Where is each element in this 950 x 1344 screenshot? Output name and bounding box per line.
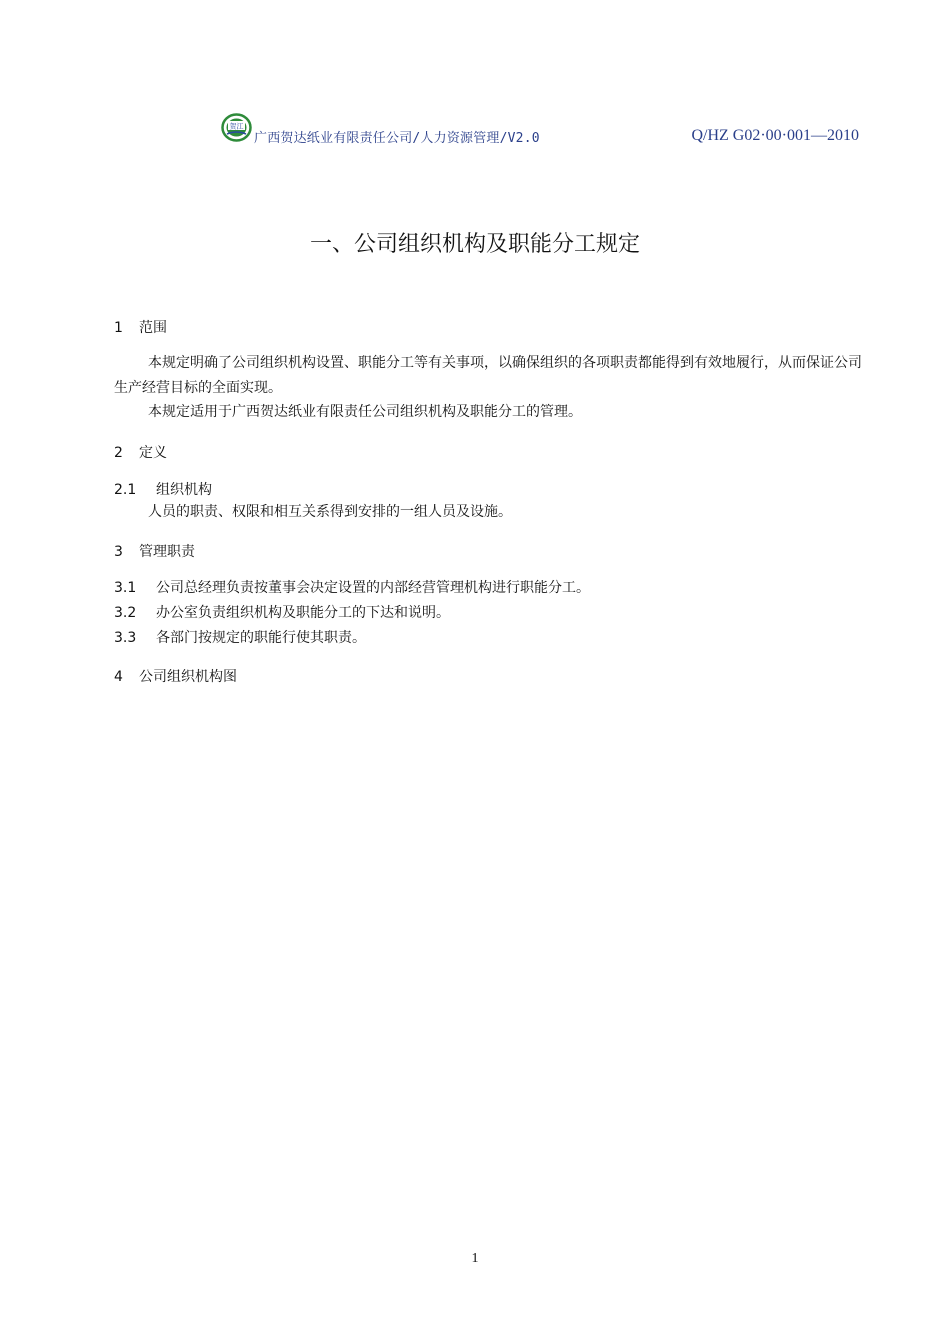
- section-2-1-heading: [114, 479, 212, 499]
- section-title: 组织机构: [156, 482, 212, 498]
- section-3-item: [114, 602, 450, 622]
- header-doc-code: Q/HZ G02·00·001—2010: [691, 127, 859, 144]
- section-1-heading: [114, 317, 167, 337]
- section-number: 4: [114, 669, 123, 685]
- section-1-paragraph-2: 本规定适用于广西贺达纸业有限责任公司组织机构及职能分工的管理。: [148, 404, 582, 420]
- section-3-item: [114, 577, 590, 597]
- section-2-1-paragraph: 人员的职责、权限和相互关系得到安排的一组人员及设施。: [148, 504, 512, 520]
- section-3-heading: [114, 541, 195, 561]
- item-text: 办公室负责组织机构及职能分工的下达和说明。: [156, 605, 450, 621]
- section-1-paragraph-1: 本规定明确了公司组织机构设置、职能分工等有关事项，以确保组织的各项职责都能得到有效地履行，从而保证公司生产经营目标的全面实现。: [114, 355, 862, 396]
- header-company-doc: 广西贺达纸业有限责任公司/人力资源管理/V2.0: [254, 131, 540, 146]
- section-number: 1: [114, 320, 123, 336]
- section-2-heading: [114, 442, 167, 462]
- page-title: 一、公司组织机构及职能分工规定: [309, 232, 640, 257]
- company-logo: [221, 113, 252, 142]
- section-number: 3: [114, 544, 123, 560]
- item-number: 3.3: [114, 630, 137, 646]
- item-number: 3.1: [114, 580, 137, 596]
- item-text: 公司总经理负责按董事会决定设置的内部经营管理机构进行职能分工。: [156, 580, 590, 596]
- section-title: 公司组织机构图: [139, 669, 237, 685]
- item-number: 3.2: [114, 605, 137, 621]
- section-title: 定义: [139, 445, 167, 461]
- section-3-item: [114, 627, 366, 647]
- logo-lettering: 贺江: [229, 122, 244, 131]
- section-4-heading: [114, 666, 237, 686]
- section-title: 管理职责: [139, 544, 195, 560]
- section-title: 范围: [139, 320, 167, 336]
- section-number: 2: [114, 445, 123, 461]
- section-number: 2.1: [114, 482, 137, 498]
- page-number: 1: [471, 1251, 479, 1266]
- item-text: 各部门按规定的职能行使其职责。: [156, 630, 366, 646]
